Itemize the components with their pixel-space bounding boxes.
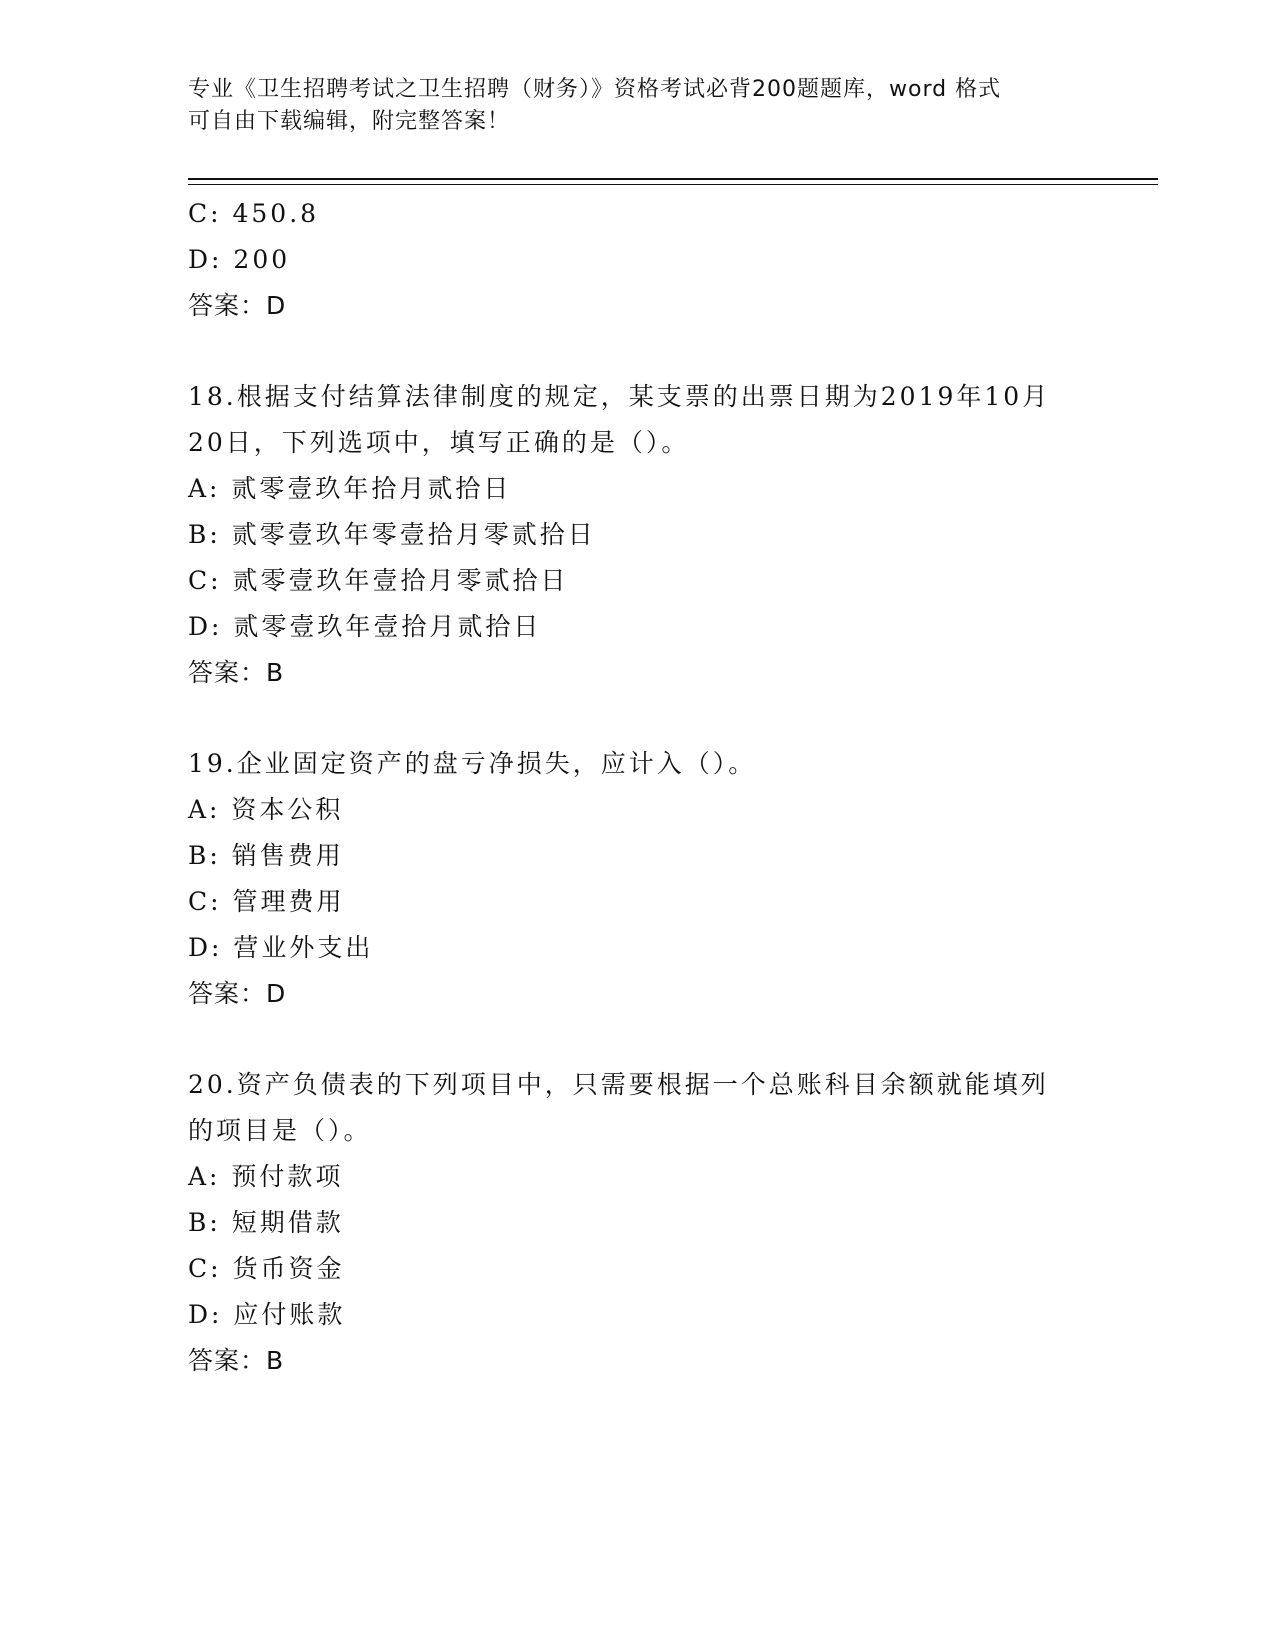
header-title-line-2: 可自由下载编辑，附完整答案！ xyxy=(188,109,511,134)
option-a: A: 预付款项 xyxy=(188,1162,344,1191)
option-c: C: 货币资金 xyxy=(188,1254,345,1283)
option-c: C: 450.8 xyxy=(188,199,320,228)
option-d: D: 200 xyxy=(188,245,291,274)
question-stem: 18.根据支付结算法律制度的规定，某支票的出票日期为2019年10月 xyxy=(188,382,1051,411)
option-b: B: 短期借款 xyxy=(188,1208,344,1237)
question-list xyxy=(188,191,1088,1384)
question-stem: 19.企业固定资产的盘亏净损失，应计入（）。 xyxy=(188,749,757,778)
question-stem: 的项目是（）。 xyxy=(188,1116,372,1145)
question-17-continued xyxy=(188,191,1088,329)
answer-line: 答案：D xyxy=(188,979,287,1008)
answer-line: 答案：B xyxy=(188,658,285,687)
option-a: A: 贰零壹玖年拾月贰拾日 xyxy=(188,474,512,503)
question-stem: 20.资产负债表的下列项目中，只需要根据一个总账科目余额就能填列 xyxy=(188,1070,1049,1099)
header-rule-thin xyxy=(188,184,1158,185)
option-b: B: 销售费用 xyxy=(188,841,344,870)
answer-line: 答案：B xyxy=(188,1346,285,1375)
option-d: D: 贰零壹玖年壹拾月贰拾日 xyxy=(188,612,542,641)
option-a: A: 资本公积 xyxy=(188,795,344,824)
question-18 xyxy=(188,374,1088,696)
header-rule-thick xyxy=(188,178,1158,180)
page-header xyxy=(188,74,1068,138)
question-stem: 20日，下列选项中，填写正确的是（）。 xyxy=(188,428,690,457)
answer-line: 答案：D xyxy=(188,291,287,320)
option-c: C: 贰零壹玖年壹拾月零贰拾日 xyxy=(188,566,569,595)
question-19 xyxy=(188,741,1088,1017)
option-b: B: 贰零壹玖年零壹拾月零贰拾日 xyxy=(188,520,596,549)
option-d: D: 营业外支出 xyxy=(188,933,374,962)
option-d: D: 应付账款 xyxy=(188,1300,346,1329)
option-c: C: 管理费用 xyxy=(188,887,345,916)
question-20 xyxy=(188,1062,1088,1384)
header-title-line-1: 专业《卫生招聘考试之卫生招聘（财务）》资格考试必背200题题库，word 格式 xyxy=(188,77,1002,102)
